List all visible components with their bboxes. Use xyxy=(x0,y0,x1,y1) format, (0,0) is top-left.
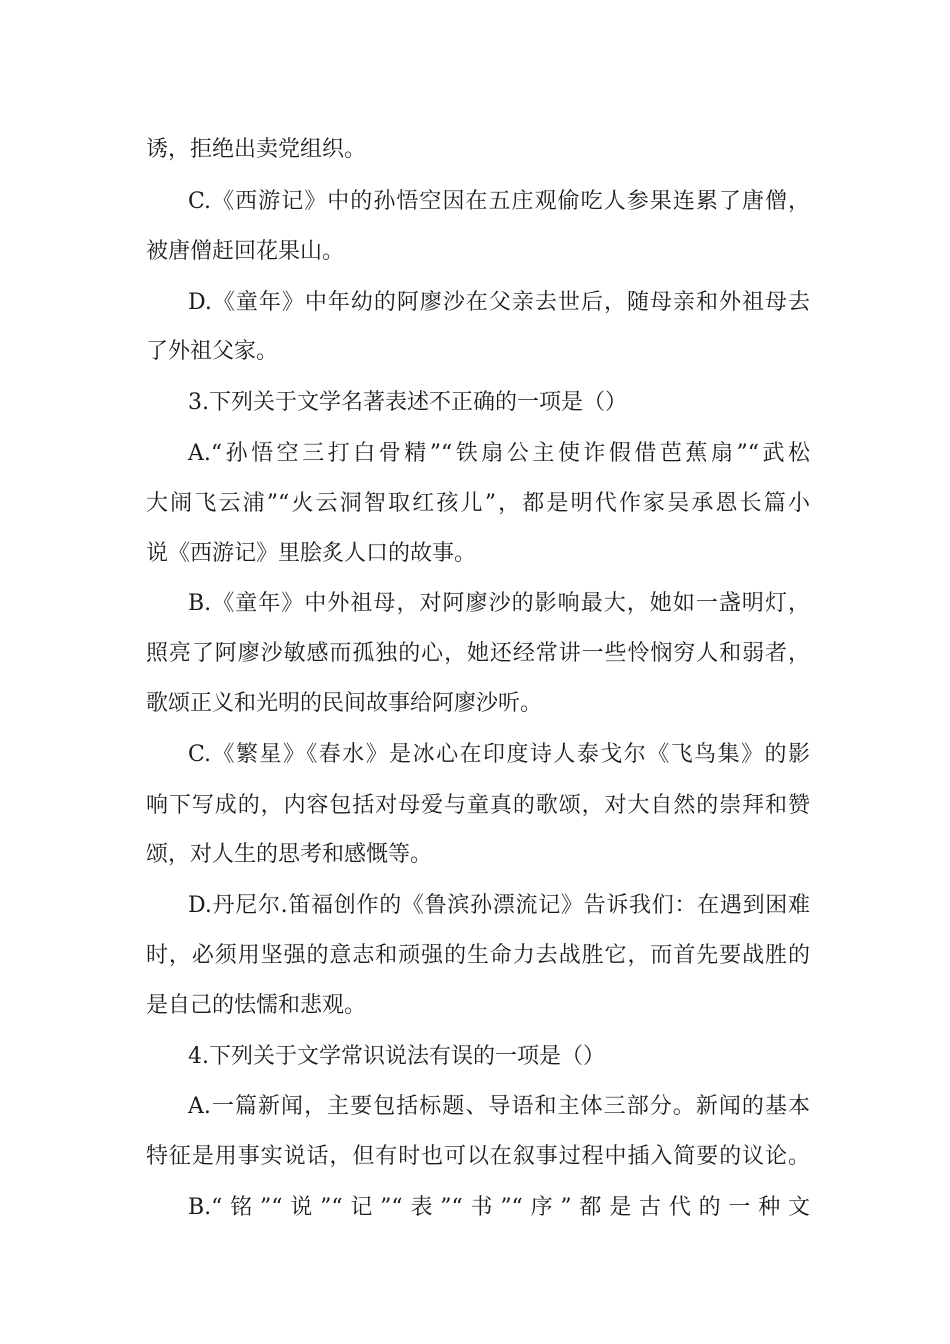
text-line: 时，必须用坚强的意志和顽强的生命力去战胜它，而首先要战胜的 xyxy=(146,943,810,968)
text-line: 诱，拒绝出卖党组织。 xyxy=(146,137,367,162)
text-line: 歌颂正义和光明的民间故事给阿廖沙听。 xyxy=(146,691,543,716)
text-line: 照亮了阿廖沙敏感而孤独的心，她还经常讲一些怜悯穷人和弱者， xyxy=(146,641,810,666)
text-line: C.《西游记》中的孙悟空因在五庄观偷吃人参果连累了唐僧， xyxy=(188,189,810,214)
text-line: 了外祖父家。 xyxy=(146,339,279,364)
text-line: 特征是用事实说话，但有时也可以在叙事过程中插入简要的议论。 xyxy=(146,1144,810,1169)
question-heading: 4.下列关于文学常识说法有误的一项是（） xyxy=(188,1044,605,1069)
text-line: 大闹飞云浦”“火云洞智取红孩儿”，都是明代作家吴承恩长篇小 xyxy=(146,491,810,516)
text-line: 颂，对人生的思考和感慨等。 xyxy=(146,842,433,867)
text-line: A.一篇新闻，主要包括标题、导语和主体三部分。新闻的基本 xyxy=(188,1094,810,1119)
text-line: 被唐僧赶回花果山。 xyxy=(146,239,345,264)
text-line: 说《西游记》里脍炙人口的故事。 xyxy=(146,541,477,566)
text-line: A.“孙悟空三打白骨精”“铁扇公主使诈假借芭蕉扇”“武松 xyxy=(188,441,810,466)
text-line: B.《童年》中外祖母，对阿廖沙的影响最大，她如一盏明灯， xyxy=(188,591,810,616)
text-line: 响下写成的，内容包括对母爱与童真的歌颂，对大自然的崇拜和赞 xyxy=(146,793,810,818)
text-line: B.“铭”“说”“记”“表”“书”“序”都是古代的一种文 xyxy=(188,1195,810,1220)
question-heading: 3.下列关于文学名著表述不正确的一项是（） xyxy=(188,390,627,415)
text-line: 是自己的怯懦和悲观。 xyxy=(146,993,367,1018)
text-line: C.《繁星》《春水》是冰心在印度诗人泰戈尔《飞鸟集》的影 xyxy=(188,742,810,767)
text-line: D.丹尼尔.笛福创作的《鲁滨孙漂流记》告诉我们：在遇到困难 xyxy=(188,893,810,918)
text-line: D.《童年》中年幼的阿廖沙在父亲去世后，随母亲和外祖母去 xyxy=(188,290,810,315)
